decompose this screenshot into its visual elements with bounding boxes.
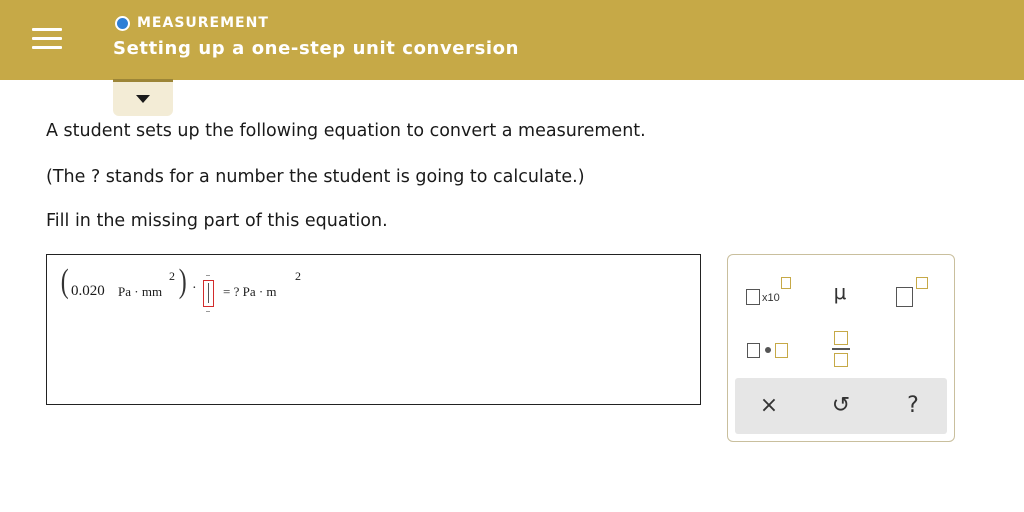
fraction-button[interactable]: [832, 331, 852, 367]
clear-button[interactable]: ×: [759, 393, 779, 418]
square-icon: [916, 277, 928, 289]
result-expression: = ? Pa · m: [223, 284, 277, 299]
topic-label: MEASUREMENT: [137, 15, 269, 31]
question-text-line-2: (The ? stands for a number the student is going to calculate.): [46, 167, 585, 187]
square-icon: [834, 353, 848, 367]
text-caret: [208, 283, 209, 303]
micro-symbol-button[interactable]: μ: [833, 280, 847, 304]
page-title: Setting up a one-step unit conversion: [113, 38, 520, 59]
x10-label: x10: [762, 292, 780, 304]
caret-down-icon: [136, 95, 150, 103]
square-icon: [746, 289, 760, 305]
square-icon: [775, 343, 788, 358]
exponent-button[interactable]: [896, 277, 934, 309]
given-unit: Pa · mm: [118, 284, 163, 299]
topic-circle-icon: [115, 16, 130, 31]
action-bar: [735, 378, 947, 434]
fraction-bar-icon: [832, 348, 850, 350]
given-unit-exponent: 2: [169, 269, 175, 283]
question-text-line-1: A student sets up the following equation to convert a measurement.: [46, 121, 646, 141]
expand-toggle-button[interactable]: [113, 79, 173, 116]
help-button[interactable]: ?: [907, 393, 919, 418]
conversion-factor-slot[interactable]: [203, 280, 214, 307]
scientific-notation-button[interactable]: [746, 277, 798, 309]
multiply-button[interactable]: [746, 341, 798, 361]
undo-button[interactable]: ↺: [831, 393, 851, 418]
menu-line: [32, 28, 62, 31]
open-paren: (: [60, 263, 69, 300]
menu-line: [32, 46, 62, 49]
multiply-dot: ·: [192, 281, 197, 296]
menu-icon[interactable]: [30, 22, 64, 54]
square-icon: [781, 277, 791, 289]
math-palette: [727, 254, 955, 442]
dot-icon: [765, 347, 771, 353]
given-value: 0.020: [71, 283, 105, 299]
square-icon: [747, 343, 760, 358]
topic-heading: [115, 15, 269, 31]
result-unit-exponent: 2: [295, 269, 301, 283]
header-bar: [0, 0, 1024, 80]
question-text-line-3: Fill in the missing part of this equation.: [46, 211, 388, 231]
answer-area[interactable]: [46, 254, 701, 405]
square-icon: [834, 331, 848, 345]
square-icon: [896, 287, 913, 307]
close-paren: ): [178, 263, 187, 300]
menu-line: [32, 37, 62, 40]
